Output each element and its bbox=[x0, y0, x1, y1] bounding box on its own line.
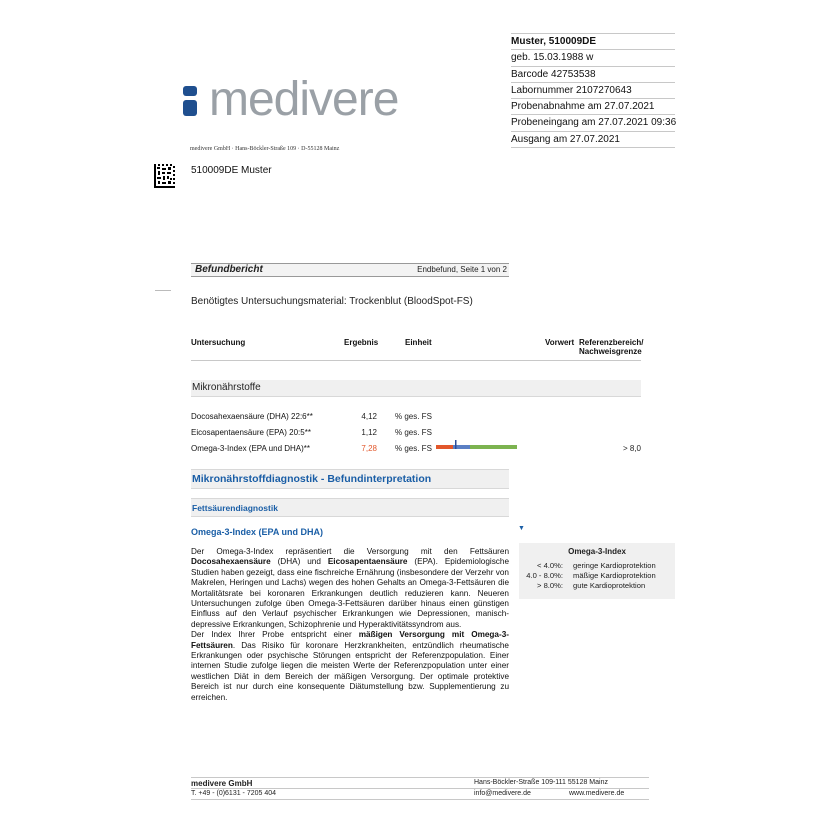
omega3-reference-box bbox=[519, 543, 675, 599]
report-header-bar bbox=[191, 263, 509, 277]
table-row-dha-unit: % ges. FS bbox=[395, 412, 432, 421]
company-logo bbox=[183, 75, 398, 125]
table-row-omega3-label: Omega-3-Index (EPA und DHA)** bbox=[191, 444, 311, 453]
arrow-down-icon: ▼ bbox=[518, 525, 525, 532]
interpretation-text bbox=[191, 547, 509, 703]
table-row-omega3-reference: > 8,0 bbox=[622, 444, 641, 453]
sample-material: Benötigtes Untersuchungsmaterial: Trockenblut (BloodSpot-FS) bbox=[191, 296, 473, 307]
table-row-epa-value: 1,12 bbox=[361, 428, 377, 437]
reference-range-high: > 8.0%: bbox=[537, 581, 563, 590]
sample-collection-date: Probenabnahme am 27.07.2021 bbox=[511, 99, 675, 115]
reference-range-mid: 4.0 - 8.0%: bbox=[526, 571, 563, 580]
footer-middle-divider bbox=[191, 788, 649, 789]
patient-barcode: Barcode 42753538 bbox=[511, 67, 675, 83]
footer-company: medivere GmbH bbox=[191, 779, 253, 788]
patient-name: Muster, 510009DE bbox=[511, 33, 675, 50]
omega3-heading: Omega-3-Index (EPA und DHA) bbox=[191, 527, 324, 537]
table-header-divider bbox=[191, 360, 641, 361]
table-row-omega3-value: 7,28 bbox=[361, 444, 377, 453]
reference-range-low: < 4.0%: bbox=[537, 561, 563, 570]
table-row-epa-label: Eicosapentaensäure (EPA) 20:5** bbox=[191, 428, 311, 437]
interpretation-title: Mikronährstoffdiagnostik - Befundinterpretation bbox=[192, 473, 432, 485]
col-header-reference-line1: Referenzbereich/ bbox=[579, 338, 644, 347]
reference-text-low: geringe Kardioprotektion bbox=[573, 561, 656, 570]
paragraph-1: Der Omega-3-Index repräsentiert die Versorgung mit den Fettsäuren Docosahexaensäure (DHA) und Eicosapentaensäure (EPA). Epidemiologische Studien haben gezeigt, dass eine fischreiche Ernährung (insbesondere der Verzehr von Makrelen, Heringen und Lachs) wegen des hohen Gehalts an Omega-3-Fettsäuren die Mortalitätsrate bei koronaren Erkrankungen deutlich reduzieren kann. Neueren Untersuchungen zufolge üben Omega-3-Fettsäuren darüber hinaus einen günstigen Einfluss auf den Verlauf psychischer Erkrankungen wie Depressionen, manisch-depressive Erkrankungen, Schizophrenie und Hyperaktivitätssyndrom aus. bbox=[191, 547, 509, 629]
table-row-dha-value: 4,12 bbox=[361, 412, 377, 421]
reference-text-high: gute Kardioprotektion bbox=[573, 581, 646, 590]
footer-phone: T. +49 - (0)6131 - 7205 404 bbox=[191, 790, 277, 797]
col-header-reference-line2: Nachweisgrenze bbox=[579, 347, 642, 356]
table-row-dha-label: Docosahexaensäure (DHA) 22:6** bbox=[191, 412, 313, 421]
footer-top-divider bbox=[191, 777, 649, 778]
sender-address-line: medivere GmbH · Hans-Böckler-Straße 109 · D-55128 Mainz bbox=[190, 146, 340, 152]
paragraph-2: Der Index Ihrer Probe entspricht einer mäßigen Versorgung mit Omega-3-Fettsäuren. Das Risiko für koronare Herzkrankheiten, entzündlich rheumatische Erkrankungen oder psychische Störungen entspricht der Referenzpopulation. Einer internen Studie zufolge liegen die meisten Werte der Referenzpopulation unter einer westlichen Diät in dem Bereich der mäßigen Versorgung. Der optimale protektive Bereich ist nur durch eine konsequente Diätumstellung bzw. Supplementierung zu erreichen. bbox=[191, 630, 509, 702]
value-marker bbox=[455, 440, 457, 449]
table-row-epa-unit: % ges. FS bbox=[395, 428, 432, 437]
reference-text-mid: mäßige Kardioprotektion bbox=[573, 571, 656, 580]
col-header-result: Ergebnis bbox=[344, 338, 379, 347]
table-row-omega3-unit: % ges. FS bbox=[395, 444, 432, 453]
col-header-reference bbox=[579, 338, 644, 356]
report-status: Endbefund, Seite 1 von 2 bbox=[417, 265, 507, 274]
patient-lab-number: Labornummer 2107270643 bbox=[511, 83, 675, 99]
col-header-unit: Einheit bbox=[405, 338, 432, 347]
range-high-segment bbox=[470, 445, 517, 449]
recipient-name: 510009DE Muster bbox=[191, 165, 272, 176]
range-low-segment bbox=[436, 445, 453, 449]
fold-mark bbox=[155, 290, 171, 291]
logo-mark-icon bbox=[183, 84, 199, 116]
col-header-test: Untersuchung bbox=[191, 338, 246, 347]
footer-address: Hans-Böckler-Straße 109-111 55128 Mainz bbox=[474, 779, 608, 786]
reference-box-title: Omega-3-Index bbox=[568, 547, 626, 556]
col-header-prior: Vorwert bbox=[545, 338, 575, 347]
footer-email-link[interactable]: info@medivere.de bbox=[474, 790, 531, 797]
footer-website-link[interactable]: www.medivere.de bbox=[569, 790, 625, 797]
section-title: Mikronährstoffe bbox=[192, 382, 261, 393]
interpretation-title-bar bbox=[191, 469, 509, 489]
patient-birthdate: geb. 15.03.1988 w bbox=[511, 50, 675, 66]
logo-wordmark: medivere bbox=[209, 73, 399, 126]
sample-receipt-date: Probeneingang am 27.07.2021 09:36 bbox=[511, 115, 675, 131]
subsection-title: Fettsäurendiagnostik bbox=[192, 503, 278, 513]
section-micronutrients bbox=[191, 380, 641, 397]
subsection-bar bbox=[191, 498, 509, 517]
footer-bottom-divider bbox=[191, 799, 649, 800]
report-title: Befundbericht bbox=[195, 264, 263, 275]
patient-info-box bbox=[511, 33, 675, 148]
datamatrix-code-icon bbox=[154, 164, 175, 188]
report-output-date: Ausgang am 27.07.2021 bbox=[511, 132, 675, 148]
omega3-range-indicator bbox=[436, 440, 518, 452]
